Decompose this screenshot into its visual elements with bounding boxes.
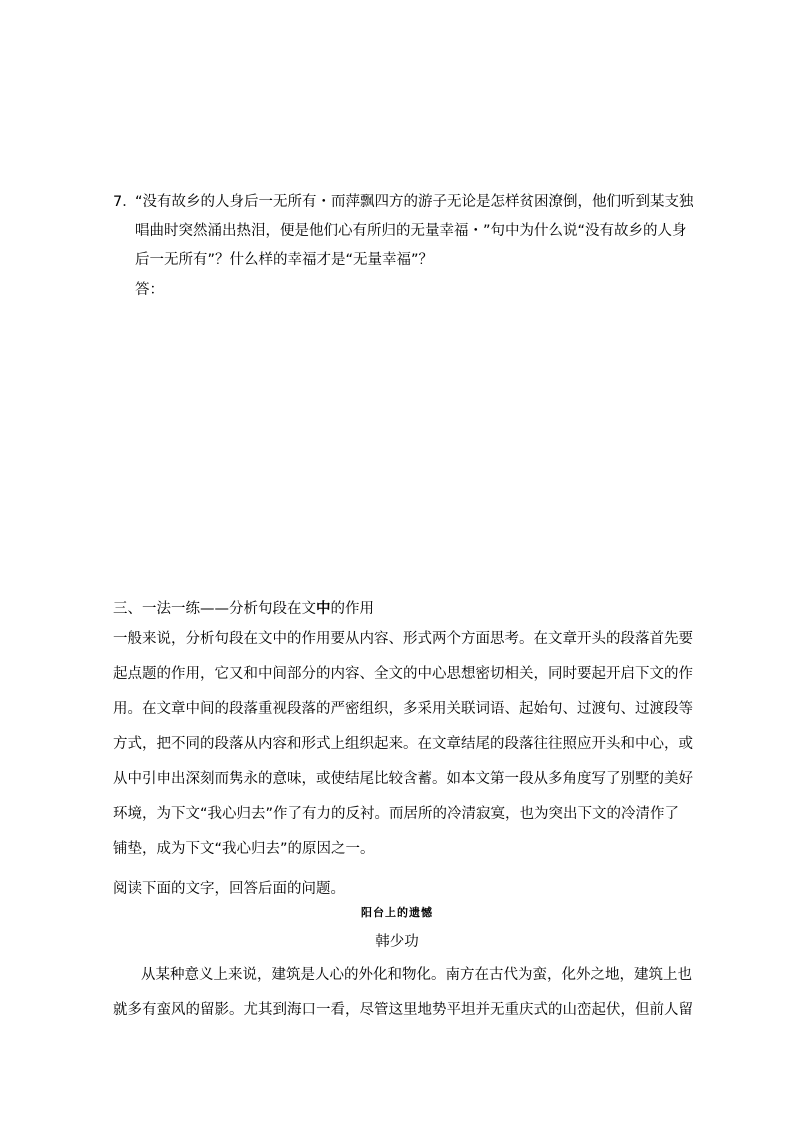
question-line: 后一无所有”？什么样的幸福才是“无量幸福”？ <box>135 252 434 268</box>
paragraph-line: 环境，为下文“我心归去”作了有力的反衬。而居所的冷清寂寞，也为突出下文的冷清作了 <box>113 806 680 822</box>
paragraph-line: 起点题的作用，它又和中间部分的内容、全文的中心思想密切相关，同时要起开启下文的作 <box>113 666 693 682</box>
paragraph-line: 一般来说，分析句段在文中的作用要从内容、形式两个方面思考。在文章开头的段落首先要 <box>113 631 693 647</box>
paragraph-line: 用。在文章中间的段落重视段落的严密组织，多采用关联词语、起始句、过渡句、过渡段等 <box>113 701 693 717</box>
section-heading-prefix: 三、一法一练——分析句段在文 <box>113 601 316 617</box>
section-heading-bold: 中 <box>316 601 331 617</box>
article-line: 从某种意义上来说，建筑是人心的外化和物化。南方在古代为蛮，化外之地，建筑上也 <box>141 967 692 983</box>
section-heading-suffix: 的作用 <box>330 601 374 617</box>
paragraph-line: 从中引申出深刻而隽永的意味，或使结尾比较含蓄。如本文第一段从多角度写了别墅的美好 <box>113 771 693 787</box>
article-author: 韩少功 <box>375 934 419 950</box>
question-line: “没有故乡的人身后一无所有・而萍飘四方的游子无论是怎样贫困潦倒，他们听到某支独 <box>135 194 694 210</box>
section-heading <box>113 597 374 618</box>
paragraph-line: 方式，把不同的段落从内容和形式上组织起来。在文章结尾的段落往往照应开头和中心，或 <box>113 736 693 752</box>
paragraph-line: 铺垫，成为下文“我心归去”的原因之一。 <box>113 841 375 857</box>
article-title: 阳台上的遗憾 <box>361 906 433 919</box>
answer-label: 答： <box>135 282 164 298</box>
question-number: 7． <box>113 194 137 210</box>
reading-instruction: 阅读下面的文字，回答后面的问题。 <box>113 881 345 897</box>
question-line: 唱曲时突然涌出热泪，便是他们心有所归的无量幸福・”句中为什么说“没有故乡的人身 <box>135 223 687 239</box>
article-line: 就多有蛮风的留影。尤其到海口一看，尽管这里地势平坦并无重庆式的山峦起伏，但前人留 <box>113 1002 693 1018</box>
